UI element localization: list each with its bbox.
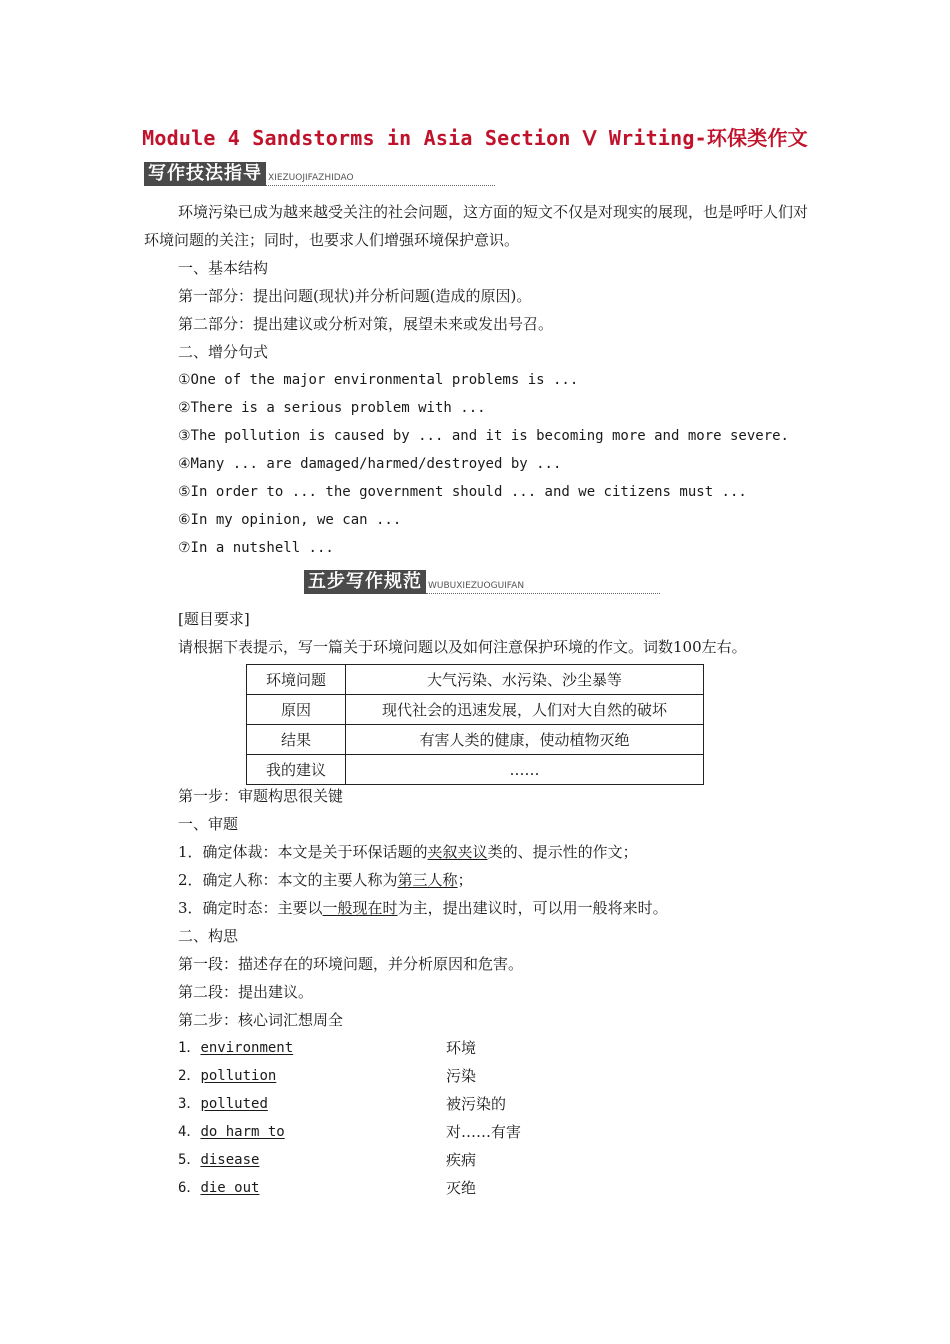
- sentences-heading: 二、增分句式: [178, 343, 269, 361]
- review-text: 2．确定人称：本文的主要人称为: [178, 871, 398, 889]
- sentence-pattern: ②There is a serious problem with ...: [178, 400, 486, 416]
- vocab-number: 6．: [178, 1180, 201, 1196]
- vocab-item-zh: 污染: [446, 1067, 477, 1085]
- review-text: 1．确定体裁：本文是关于环保话题的: [178, 843, 428, 861]
- table-row: [247, 755, 704, 785]
- review-item-person: [178, 870, 473, 890]
- vocab-item-en: [178, 1094, 268, 1114]
- table-cell-label: 结果: [247, 725, 346, 755]
- structure-part-2: 第二部分：提出建议或分析对策，展望未来或发出号召。: [178, 315, 554, 333]
- table-row: [247, 725, 704, 755]
- vocab-item-en: [178, 1150, 259, 1170]
- page-title: Module 4 Sandstorms in Asia Section Ⅴ Writing-环保类作文: [142, 126, 808, 150]
- table-cell-label: 原因: [247, 695, 346, 725]
- answer-underlined: 第三人称: [397, 871, 458, 889]
- vocab-word: environment: [200, 1040, 294, 1056]
- banner-label: 写作技法指导: [144, 162, 266, 186]
- review-text: 3．确定时态：主要以: [178, 899, 323, 917]
- sentence-pattern: ①One of the major environmental problems is ...: [178, 372, 579, 388]
- table-cell-label: 环境问题: [247, 665, 346, 695]
- task-table: [246, 664, 704, 785]
- vocab-item-zh: 疾病: [446, 1151, 477, 1169]
- sentence-pattern: ⑦In a nutshell ...: [178, 540, 334, 556]
- vocab-item-zh: 环境: [446, 1039, 477, 1057]
- vocab-item-zh: 对……有害: [446, 1123, 522, 1141]
- vocab-number: 3．: [178, 1096, 201, 1112]
- vocab-number: 1．: [178, 1040, 201, 1056]
- table-cell-label: 我的建议: [247, 755, 346, 785]
- table-cell-value: 大气污染、水污染、沙尘暴等: [346, 665, 704, 695]
- table-row: [247, 695, 704, 725]
- sentence-pattern: ⑤In order to ... the government should ... and we citizens must ...: [178, 484, 747, 500]
- plan-heading: 二、构思: [178, 927, 239, 945]
- vocab-word: die out: [200, 1180, 260, 1196]
- sentence-pattern: ③The pollution is caused by ... and it is becoming more and more severe.: [178, 428, 789, 444]
- review-item-genre: [178, 842, 638, 862]
- table-cell-value: ……: [346, 755, 704, 785]
- sentence-pattern: ⑥In my opinion, we can ...: [178, 512, 402, 528]
- intro-paragraph: 环境污染已成为越来越受关注的社会问题，这方面的短文不仅是对现实的展现，也是呼吁人们对环境问题的关注；同时，也要求人们增强环境保护意识。: [144, 203, 809, 249]
- vocab-item-en: [178, 1122, 285, 1142]
- vocab-item-zh: 被污染的: [446, 1095, 507, 1113]
- section-banner-five-steps: [304, 570, 660, 594]
- step1-heading: 第一步：审题构思很关键: [178, 787, 344, 805]
- task-prompt: 请根据下表提示，写一篇关于环境问题以及如何注意保护环境的作文。词数100左右。: [178, 638, 747, 656]
- table-cell-value: 现代社会的迅速发展，人们对大自然的破坏: [346, 695, 704, 725]
- answer-underlined: 一般现在时: [322, 899, 398, 917]
- banner-pinyin: WUBUXIEZUOGUIFAN: [426, 581, 660, 594]
- vocab-word: disease: [200, 1152, 260, 1168]
- vocab-item-en: [178, 1038, 293, 1058]
- vocab-number: 2．: [178, 1068, 201, 1084]
- banner-label: 五步写作规范: [304, 570, 426, 594]
- step2-heading: 第二步：核心词汇想周全: [178, 1011, 344, 1029]
- review-item-tense: [178, 898, 668, 918]
- section-banner-writing-tips: [144, 162, 495, 186]
- task-heading: [题目要求]: [178, 610, 250, 628]
- vocab-item-en: [178, 1178, 259, 1198]
- review-text: 为主，提出建议时，可以用一般将来时。: [397, 899, 668, 917]
- table-cell-value: 有害人类的健康，使动植物灭绝: [346, 725, 704, 755]
- vocab-item-en: [178, 1066, 276, 1086]
- plan-paragraph-2: 第二段：提出建议。: [178, 983, 314, 1001]
- sentence-pattern: ④Many ... are damaged/harmed/destroyed by ...: [178, 456, 562, 472]
- vocab-item-zh: 灭绝: [446, 1179, 477, 1197]
- answer-underlined: 夹叙夹议: [427, 843, 488, 861]
- table-row: [247, 665, 704, 695]
- banner-pinyin: XIEZUOJIFAZHIDAO: [266, 173, 495, 186]
- plan-paragraph-1: 第一段：描述存在的环境问题，并分析原因和危害。: [178, 955, 524, 973]
- vocab-word: do harm to: [200, 1124, 285, 1140]
- review-text: ；: [457, 871, 473, 889]
- review-text: 类的、提示性的作文；: [487, 843, 638, 861]
- structure-part-1: 第一部分：提出问题(现状)并分析问题(造成的原因)。: [178, 287, 532, 305]
- vocab-word: polluted: [200, 1096, 268, 1112]
- structure-heading: 一、基本结构: [178, 259, 269, 277]
- vocab-number: 5．: [178, 1152, 201, 1168]
- review-heading: 一、审题: [178, 815, 239, 833]
- vocab-word: pollution: [200, 1068, 277, 1084]
- vocab-number: 4．: [178, 1124, 201, 1140]
